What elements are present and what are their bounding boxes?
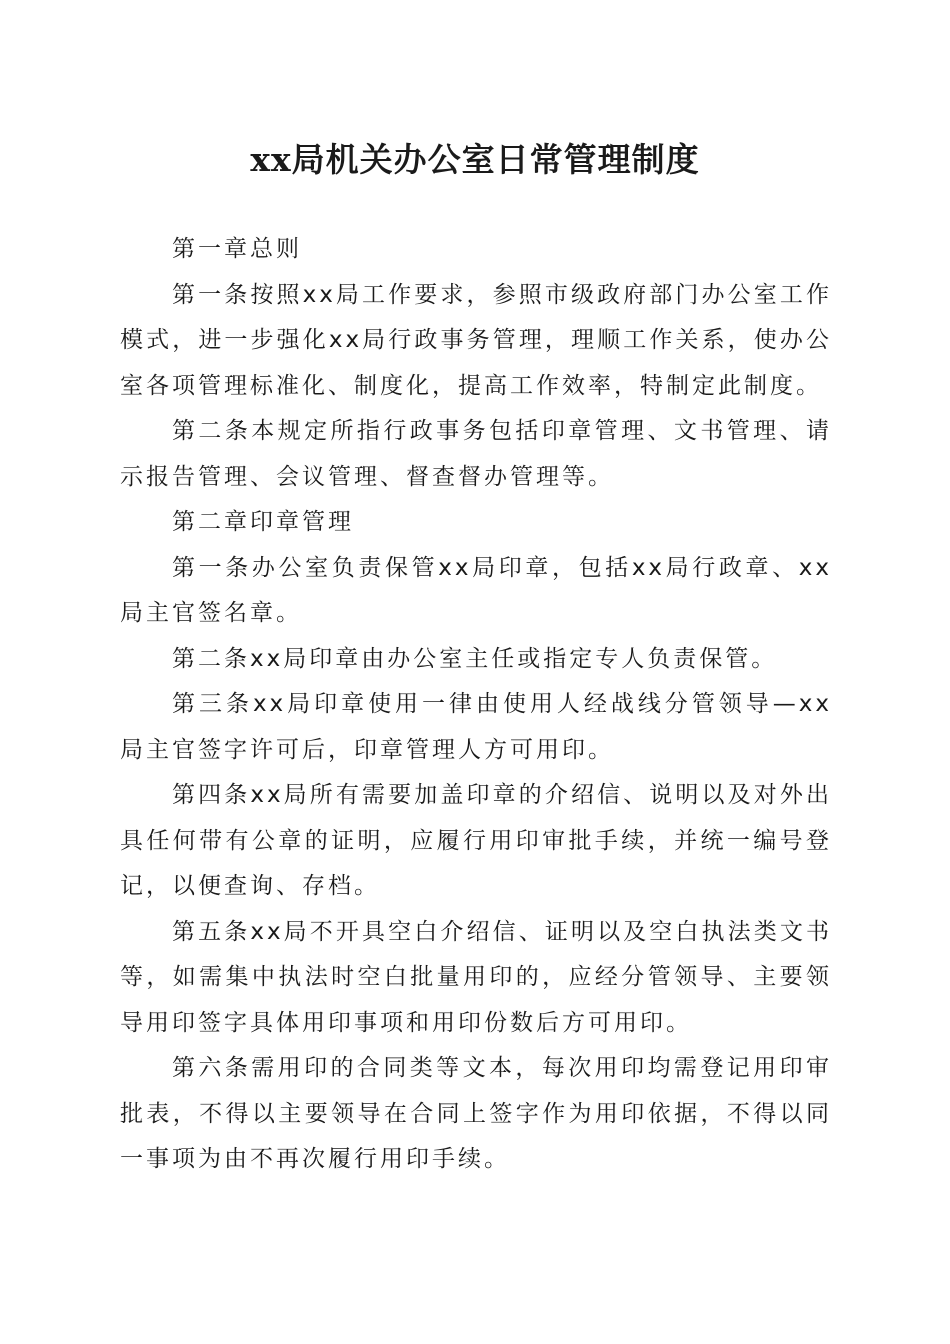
article-paragraph: 第二条本规定所指行政事务包括印章管理、文书管理、请示报告管理、会议管理、督查督办管理等。 — [120, 418, 832, 490]
document-title: xx局机关办公室日常管理制度 — [250, 140, 700, 179]
document-body — [120, 227, 832, 1183]
chapter-heading-general: 第一章总则 — [172, 236, 302, 262]
article-paragraph: 第五条xx局不开具空白介绍信、证明以及空白执法类文书等，如需集中执法时空白批量用印的，应经分管领导、主要领导用印签字具体用印事项和用印份数后方可用印。 — [120, 918, 832, 1036]
article-paragraph: 第一条按照xx局工作要求，参照市级政府部门办公室工作模式，进一步强化xx局行政事务管理，理顺工作关系，使办公室各项管理标准化、制度化，提高工作效率，特制定此制度。 — [120, 281, 832, 399]
article-paragraph: 第六条需用印的合同类等文本，每次用印均需登记用印审批表，不得以主要领导在合同上签字作为用印依据，不得以同一事项为由不再次履行用印手续。 — [120, 1055, 832, 1172]
article-paragraph: 第一条办公室负责保管xx局印章，包括xx局行政章、xx局主官签名章。 — [120, 554, 832, 626]
article-paragraph: 第四条xx局所有需要加盖印章的介绍信、说明以及对外出具任何带有公章的证明，应履行用印审批手续，并统一编号登记，以便查询、存档。 — [120, 782, 832, 899]
chapter-heading-seal-management: 第二章印章管理 — [172, 509, 354, 535]
article-paragraph: 第三条xx局印章使用一律由使用人经战线分管领导—xx局主官签字许可后，印章管理人方可用印。 — [120, 691, 832, 763]
article-paragraph: 第二条xx局印章由办公室主任或指定专人负责保管。 — [172, 645, 778, 672]
